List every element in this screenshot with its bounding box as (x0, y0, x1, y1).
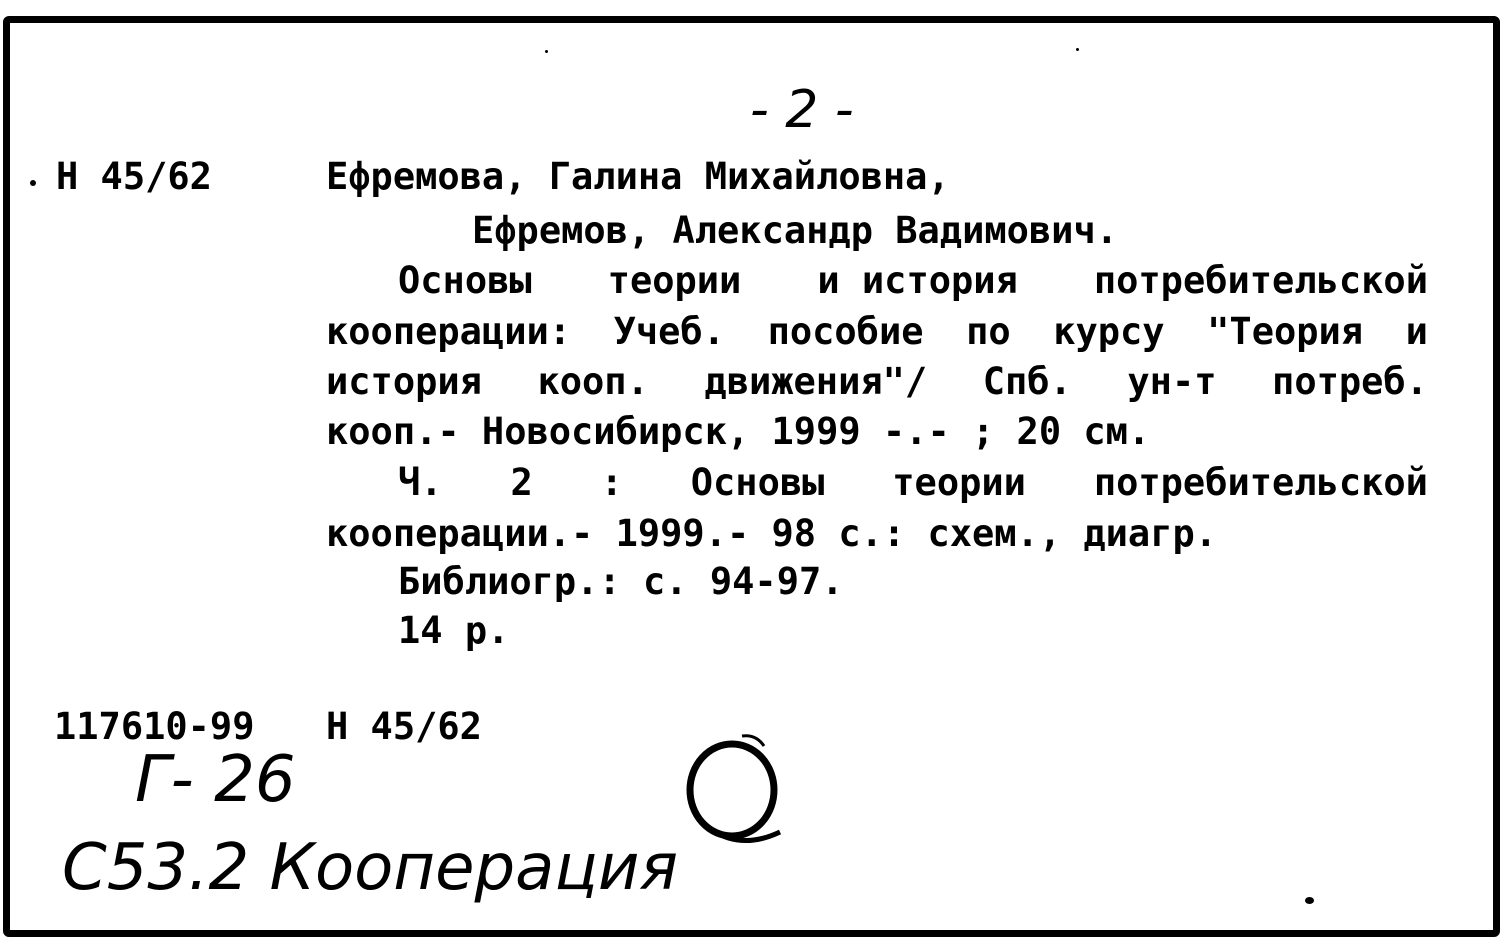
word: теории (892, 461, 1026, 504)
word: потреб. (1272, 360, 1428, 403)
word: кооперации: (326, 310, 572, 353)
shelf-mark-top: Н 45/62 (56, 155, 212, 198)
description-line-6: кооперации.- 1999.- 98 с.: схем., диагр. (326, 512, 1218, 555)
author-primary: Ефремова, Галина Михайловна, (326, 155, 950, 198)
description-line-5 (398, 461, 1428, 504)
word: и история (817, 259, 1018, 302)
price: 14 р. (398, 609, 510, 652)
word: : (600, 461, 623, 504)
word: потребительской (1093, 259, 1428, 302)
handwritten-classification: C53.2 Кооперация (62, 831, 678, 905)
page-number: - 2 - (750, 80, 854, 140)
handwritten-code: Г- 26 (135, 743, 296, 817)
word: и (1405, 310, 1428, 353)
scan-speck (1305, 897, 1314, 904)
word: Спб. (982, 360, 1072, 403)
circle-mark-icon (682, 728, 792, 856)
scan-speck (545, 50, 548, 53)
word: Учеб. (613, 310, 725, 353)
word: "Теория (1207, 310, 1364, 353)
scan-speck (30, 180, 36, 186)
word: ун-т (1127, 360, 1217, 403)
description-line-3 (326, 360, 1428, 403)
word: пособие (767, 310, 924, 353)
description-line-4: кооп.- Новосибирск, 1999 -.- ; 20 см. (326, 410, 1151, 453)
word: потребительской (1093, 461, 1428, 504)
scan-speck (1076, 48, 1079, 51)
word: движения"/ (704, 360, 928, 403)
bibliography-note: Библиогр.: с. 94-97. (398, 560, 844, 603)
accession-shelf-mark: Н 45/62 (326, 705, 482, 748)
word: Основы (690, 461, 825, 504)
description-line-2 (326, 310, 1428, 353)
author-secondary: Ефремов, Александр Вадимович. (472, 209, 1119, 252)
description-line-1 (398, 259, 1428, 302)
word: кооп. (537, 360, 649, 403)
word: теории (607, 259, 742, 302)
word: по (966, 310, 1011, 353)
accession-number: 117610-99 (54, 705, 255, 748)
word: Основы (398, 259, 532, 302)
word: Ч. (398, 461, 443, 504)
word: 2 (510, 461, 533, 504)
word: курсу (1053, 310, 1165, 353)
word: история (326, 360, 482, 403)
